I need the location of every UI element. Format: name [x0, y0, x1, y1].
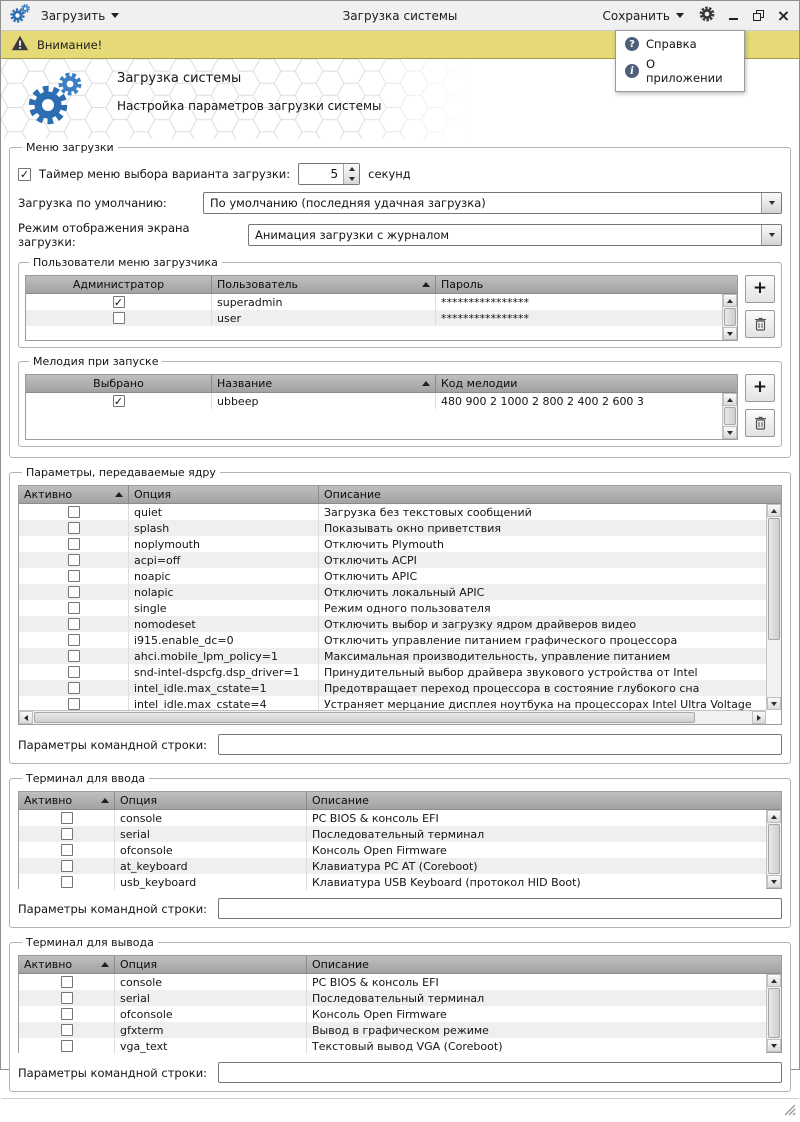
- input-terminal-cmdline-label: Параметры командной строки:: [18, 901, 208, 916]
- kernel-param-row[interactable]: [19, 680, 766, 696]
- description-cell: Отключить Plymouth: [324, 537, 444, 551]
- scrollbar-thumb[interactable]: [768, 988, 780, 1038]
- spin-up-button[interactable]: [344, 164, 359, 174]
- scroll-up-button[interactable]: [723, 294, 737, 307]
- warning-triangle-icon: [11, 35, 29, 54]
- option-cell: snd-intel-dspcfg.dsp_driver=1: [129, 664, 319, 680]
- option-cell: at_keyboard: [115, 858, 307, 874]
- description-cell: Загрузка без текстовых сообщений: [324, 505, 532, 519]
- horizontal-scrollbar[interactable]: [19, 710, 766, 724]
- description-cell: Отключить локальный APIC: [324, 585, 485, 599]
- sort-ascending-icon: [101, 798, 109, 803]
- display-mode-value: Анимация загрузки с журналом: [255, 228, 450, 242]
- output-terminal-row[interactable]: [19, 1022, 766, 1038]
- input-terminal-table: [18, 791, 782, 889]
- warning-text: Внимание!: [37, 37, 103, 52]
- input-terminal-cmdline-row: [18, 898, 782, 919]
- add-melody-button[interactable]: [745, 374, 775, 402]
- active-checkbox[interactable]: [61, 992, 73, 1004]
- delete-user-button[interactable]: [745, 310, 775, 338]
- group-output-terminal-legend: Терминал для вывода: [26, 936, 154, 949]
- save-button-label: Сохранить: [602, 8, 670, 23]
- password-cell: ****************: [441, 311, 529, 325]
- scrollbar-thumb[interactable]: [724, 407, 736, 425]
- load-button[interactable]: [37, 6, 123, 26]
- timer-row: [18, 163, 782, 185]
- group-kernel-params: [9, 466, 791, 764]
- column-header-password[interactable]: Пароль: [441, 278, 484, 291]
- status-bar: [1, 1098, 799, 1122]
- active-checkbox[interactable]: [61, 1008, 73, 1020]
- timer-value: 5: [330, 167, 339, 181]
- option-cell: console: [115, 974, 307, 990]
- plus-icon: +: [752, 277, 768, 298]
- option-cell: acpi=off: [129, 552, 319, 568]
- option-cell: console: [115, 810, 307, 826]
- active-checkbox[interactable]: [68, 538, 80, 550]
- info-icon: [625, 64, 639, 78]
- window-title: Загрузка системы: [342, 8, 458, 23]
- group-boot-users: [18, 256, 782, 348]
- column-header-user[interactable]: Пользователь: [212, 276, 436, 293]
- group-input-terminal-legend: Терминал для ввода: [26, 772, 146, 785]
- chevron-down-icon: [676, 13, 684, 18]
- combobox-arrow: [761, 193, 781, 213]
- description-cell: Клавиатура PC AT (Coreboot): [312, 859, 478, 873]
- sort-ascending-icon: [101, 962, 109, 967]
- group-boot-menu-legend: Меню загрузки: [26, 141, 114, 154]
- group-output-terminal: [9, 936, 791, 1092]
- scroll-up-button[interactable]: [767, 974, 781, 987]
- description-cell: Клавиатура USB Keyboard (протокол HID Boot): [312, 875, 581, 889]
- group-startup-melody-legend: Мелодия при запуске: [33, 355, 159, 368]
- option-cell: noplymouth: [129, 536, 319, 552]
- column-header-code[interactable]: Код мелодии: [441, 377, 518, 390]
- page-title: Загрузка системы: [117, 71, 242, 86]
- kernel-param-row[interactable]: [19, 520, 766, 536]
- combobox-arrow: [761, 225, 781, 245]
- add-user-button[interactable]: [745, 275, 775, 303]
- settings-gear-icon[interactable]: [698, 5, 716, 26]
- scroll-up-button[interactable]: [767, 810, 781, 823]
- load-button-label: Загрузить: [41, 8, 106, 23]
- user-cell: superadmin: [212, 294, 436, 310]
- toolbar: [1, 1, 799, 31]
- default-boot-value: По умолчанию (последняя удачная загрузка): [210, 196, 486, 210]
- kernel-table-header: [19, 486, 781, 504]
- option-cell: quiet: [129, 504, 319, 520]
- user-cell: user: [212, 310, 436, 326]
- active-checkbox[interactable]: [68, 602, 80, 614]
- resize-grip[interactable]: [783, 1103, 796, 1119]
- input-terminal-row[interactable]: [19, 858, 766, 874]
- column-header-active[interactable]: Активно: [19, 956, 115, 973]
- kernel-cmdline-input[interactable]: [218, 734, 782, 755]
- group-startup-melody: [18, 355, 782, 447]
- kernel-param-row[interactable]: [19, 504, 766, 520]
- scrollbar-thumb[interactable]: [34, 712, 695, 723]
- input-terminal-row[interactable]: [19, 826, 766, 842]
- column-header-selected[interactable]: Выбрано: [26, 375, 212, 392]
- scroll-right-button[interactable]: [752, 711, 766, 724]
- app-gears-logo: [25, 70, 85, 131]
- active-checkbox[interactable]: [68, 682, 80, 694]
- option-cell: usb_keyboard: [115, 874, 307, 890]
- timer-checkbox[interactable]: [18, 168, 31, 181]
- input-terminal-row[interactable]: [19, 874, 766, 890]
- timer-unit-label: секунд: [368, 167, 411, 181]
- column-header-description[interactable]: Описание: [312, 958, 369, 971]
- active-checkbox[interactable]: [61, 812, 73, 824]
- plus-icon: +: [752, 376, 768, 397]
- column-header-name[interactable]: Название: [212, 375, 436, 392]
- scrollbar-thumb[interactable]: [768, 518, 780, 640]
- option-cell: gfxterm: [115, 1022, 307, 1038]
- display-mode-combobox[interactable]: [248, 224, 782, 246]
- group-boot-menu: [9, 141, 791, 458]
- close-button[interactable]: [776, 8, 791, 23]
- group-input-terminal: [9, 772, 791, 928]
- scroll-down-button[interactable]: [767, 697, 781, 710]
- melody-table: [25, 374, 738, 440]
- users-table: [25, 275, 738, 341]
- column-header-option[interactable]: Опция: [115, 956, 307, 973]
- input-terminal-cmdline-input[interactable]: [218, 898, 782, 919]
- sort-ascending-icon: [115, 492, 123, 497]
- description-cell: Показывать окно приветствия: [324, 521, 502, 535]
- vertical-scrollbar[interactable]: [722, 294, 737, 340]
- spin-down-button[interactable]: [344, 174, 359, 184]
- description-cell: Консоль Open Firmware: [312, 1007, 447, 1021]
- scroll-down-button[interactable]: [723, 426, 737, 439]
- scroll-down-button[interactable]: [767, 875, 781, 888]
- option-cell: ahci.mobile_lpm_policy=1: [129, 648, 319, 664]
- active-checkbox[interactable]: [61, 828, 73, 840]
- trash-icon: [754, 317, 767, 331]
- output-terminal-cmdline-row: [18, 1062, 782, 1083]
- description-cell: Предотвращает переход процессора в состояние глубокого сна: [324, 681, 700, 695]
- description-cell: Отключить APIC: [324, 569, 418, 583]
- timer-spinbox[interactable]: [298, 163, 360, 185]
- display-mode-row: [18, 221, 782, 249]
- kernel-param-row[interactable]: [19, 568, 766, 584]
- kernel-param-row[interactable]: [19, 600, 766, 616]
- description-cell: PC BIOS & консоль EFI: [312, 811, 439, 825]
- active-checkbox[interactable]: [68, 634, 80, 646]
- option-cell: i915.enable_dc=0: [129, 632, 319, 648]
- active-checkbox[interactable]: [61, 876, 73, 888]
- help-icon: [625, 37, 639, 51]
- scroll-down-button[interactable]: [767, 1039, 781, 1052]
- group-kernel-params-legend: Параметры, передаваемые ядру: [26, 466, 216, 479]
- column-header-active[interactable]: Активно: [19, 486, 129, 503]
- timer-label: Таймер меню выбора варианта загрузки:: [39, 167, 291, 181]
- sort-ascending-icon: [422, 381, 430, 386]
- description-cell: Текстовый вывод VGA (Coreboot): [312, 1039, 503, 1053]
- default-boot-combobox[interactable]: [203, 192, 782, 214]
- output-terminal-table: [18, 955, 782, 1053]
- admin-checkbox[interactable]: [113, 296, 125, 308]
- vertical-scrollbar[interactable]: [722, 393, 737, 439]
- admin-checkbox[interactable]: [113, 312, 125, 324]
- scrollbar-thumb[interactable]: [768, 824, 780, 874]
- save-menu-popup: [615, 30, 745, 92]
- default-boot-label: Загрузка по умолчанию:: [18, 196, 167, 210]
- kernel-cmdline-row: [18, 734, 782, 755]
- active-checkbox[interactable]: [68, 666, 80, 678]
- kernel-param-row[interactable]: [19, 648, 766, 664]
- kernel-param-row[interactable]: [19, 552, 766, 568]
- melody-code-cell: 480 900 2 1000 2 800 2 400 2 600 3: [441, 394, 644, 408]
- display-mode-label: Режим отображения экрана загрузки:: [18, 221, 190, 249]
- option-cell: splash: [129, 520, 319, 536]
- chevron-down-icon: [111, 13, 119, 18]
- column-header-description[interactable]: Описание: [324, 488, 381, 501]
- active-checkbox[interactable]: [61, 1040, 73, 1052]
- spinner-buttons: [343, 164, 359, 184]
- description-cell: Консоль Open Firmware: [312, 843, 447, 857]
- delete-melody-button[interactable]: [745, 409, 775, 437]
- password-cell: ****************: [441, 295, 529, 309]
- active-checkbox[interactable]: [68, 506, 80, 518]
- option-cell: intel_idle.max_cstate=1: [129, 680, 319, 696]
- group-boot-users-legend: Пользователи меню загрузчика: [33, 256, 218, 269]
- menu-item-help[interactable]: [618, 34, 742, 54]
- active-checkbox[interactable]: [61, 860, 73, 872]
- description-cell: Режим одного пользователя: [324, 601, 491, 615]
- description-cell: PC BIOS & консоль EFI: [312, 975, 439, 989]
- description-cell: Отключить ACPI: [324, 553, 417, 567]
- active-checkbox[interactable]: [68, 698, 80, 710]
- melody-table-header: [26, 375, 737, 393]
- description-cell: Устраняет мерцание дисплея ноутбука на процессорах Intel Ultra Voltage: [324, 697, 752, 711]
- option-cell: serial: [115, 990, 307, 1006]
- app-gears-icon: [9, 3, 31, 28]
- description-cell: Отключить управление питанием графического процессора: [324, 633, 678, 647]
- menu-item-label: О приложении: [646, 57, 723, 85]
- active-checkbox[interactable]: [68, 522, 80, 534]
- vertical-scrollbar[interactable]: [766, 504, 781, 710]
- menu-item-about[interactable]: [618, 54, 742, 88]
- melody-table-row[interactable]: [26, 393, 722, 409]
- scrollbar-thumb[interactable]: [724, 308, 736, 326]
- vertical-scrollbar[interactable]: [766, 974, 781, 1052]
- description-cell: Последовательный терминал: [312, 991, 485, 1005]
- input-terminal-row[interactable]: [19, 842, 766, 858]
- kernel-param-row[interactable]: [19, 584, 766, 600]
- user-table-row[interactable]: [26, 310, 722, 326]
- description-cell: Последовательный терминал: [312, 827, 485, 841]
- option-cell: ofconsole: [115, 842, 307, 858]
- kernel-param-row[interactable]: [19, 616, 766, 632]
- trash-icon: [754, 416, 767, 430]
- kernel-param-row[interactable]: [19, 664, 766, 680]
- active-checkbox[interactable]: [68, 570, 80, 582]
- option-cell: nolapic: [129, 584, 319, 600]
- column-header-admin[interactable]: Администратор: [26, 276, 212, 293]
- vertical-scrollbar[interactable]: [766, 810, 781, 888]
- kernel-params-table: [18, 485, 782, 725]
- active-checkbox[interactable]: [68, 650, 80, 662]
- option-cell: noapic: [129, 568, 319, 584]
- user-table-row[interactable]: [26, 294, 722, 310]
- active-checkbox[interactable]: [61, 976, 73, 988]
- kernel-cmdline-label: Параметры командной строки:: [18, 737, 208, 752]
- option-cell: nomodeset: [129, 616, 319, 632]
- option-cell: ofconsole: [115, 1006, 307, 1022]
- sort-ascending-icon: [422, 282, 430, 287]
- active-checkbox[interactable]: [61, 1024, 73, 1036]
- kernel-param-row[interactable]: [19, 632, 766, 648]
- users-table-header: [26, 276, 737, 294]
- output-terminal-row[interactable]: [19, 1038, 766, 1054]
- description-cell: Максимальная производительность, управление питанием: [324, 649, 671, 663]
- menu-item-label: Справка: [646, 37, 697, 51]
- save-button[interactable]: [599, 6, 689, 26]
- scroll-up-button[interactable]: [767, 504, 781, 517]
- kernel-param-row[interactable]: [19, 536, 766, 552]
- output-terminal-cmdline-input[interactable]: [218, 1062, 782, 1083]
- column-header-description[interactable]: Описание: [312, 794, 369, 807]
- description-cell: Отключить выбор и загрузку ядром драйверов видео: [324, 617, 637, 631]
- output-terminal-cmdline-label: Параметры командной строки:: [18, 1065, 208, 1080]
- selected-checkbox[interactable]: [113, 395, 125, 407]
- default-boot-row: [18, 192, 782, 214]
- input-terminal-header: [19, 792, 781, 810]
- active-checkbox[interactable]: [68, 618, 80, 630]
- active-checkbox[interactable]: [61, 844, 73, 856]
- minimize-button[interactable]: [726, 8, 741, 23]
- page-subtitle: Настройка параметров загрузки системы: [117, 99, 382, 113]
- column-header-option[interactable]: Опция: [115, 792, 307, 809]
- output-terminal-header: [19, 956, 781, 974]
- input-terminal-row[interactable]: [19, 810, 766, 826]
- option-cell: vga_text: [115, 1038, 307, 1054]
- active-checkbox[interactable]: [68, 554, 80, 566]
- description-cell: Вывод в графическом режиме: [312, 1023, 489, 1037]
- melody-name-cell: ubbeep: [212, 393, 436, 409]
- output-terminal-row[interactable]: [19, 990, 766, 1006]
- option-cell: single: [129, 600, 319, 616]
- scroll-left-button[interactable]: [19, 711, 33, 724]
- output-terminal-row[interactable]: [19, 1006, 766, 1022]
- option-cell: intel_idle.max_cstate=4: [129, 696, 319, 712]
- scroll-down-button[interactable]: [723, 327, 737, 340]
- scroll-up-button[interactable]: [723, 393, 737, 406]
- description-cell: Принудительный выбор драйвера звукового устройства от Intel: [324, 665, 698, 679]
- column-header-option[interactable]: Опция: [129, 486, 319, 503]
- maximize-button[interactable]: [751, 8, 766, 23]
- option-cell: serial: [115, 826, 307, 842]
- column-header-active[interactable]: Активно: [19, 792, 115, 809]
- output-terminal-row[interactable]: [19, 974, 766, 990]
- active-checkbox[interactable]: [68, 586, 80, 598]
